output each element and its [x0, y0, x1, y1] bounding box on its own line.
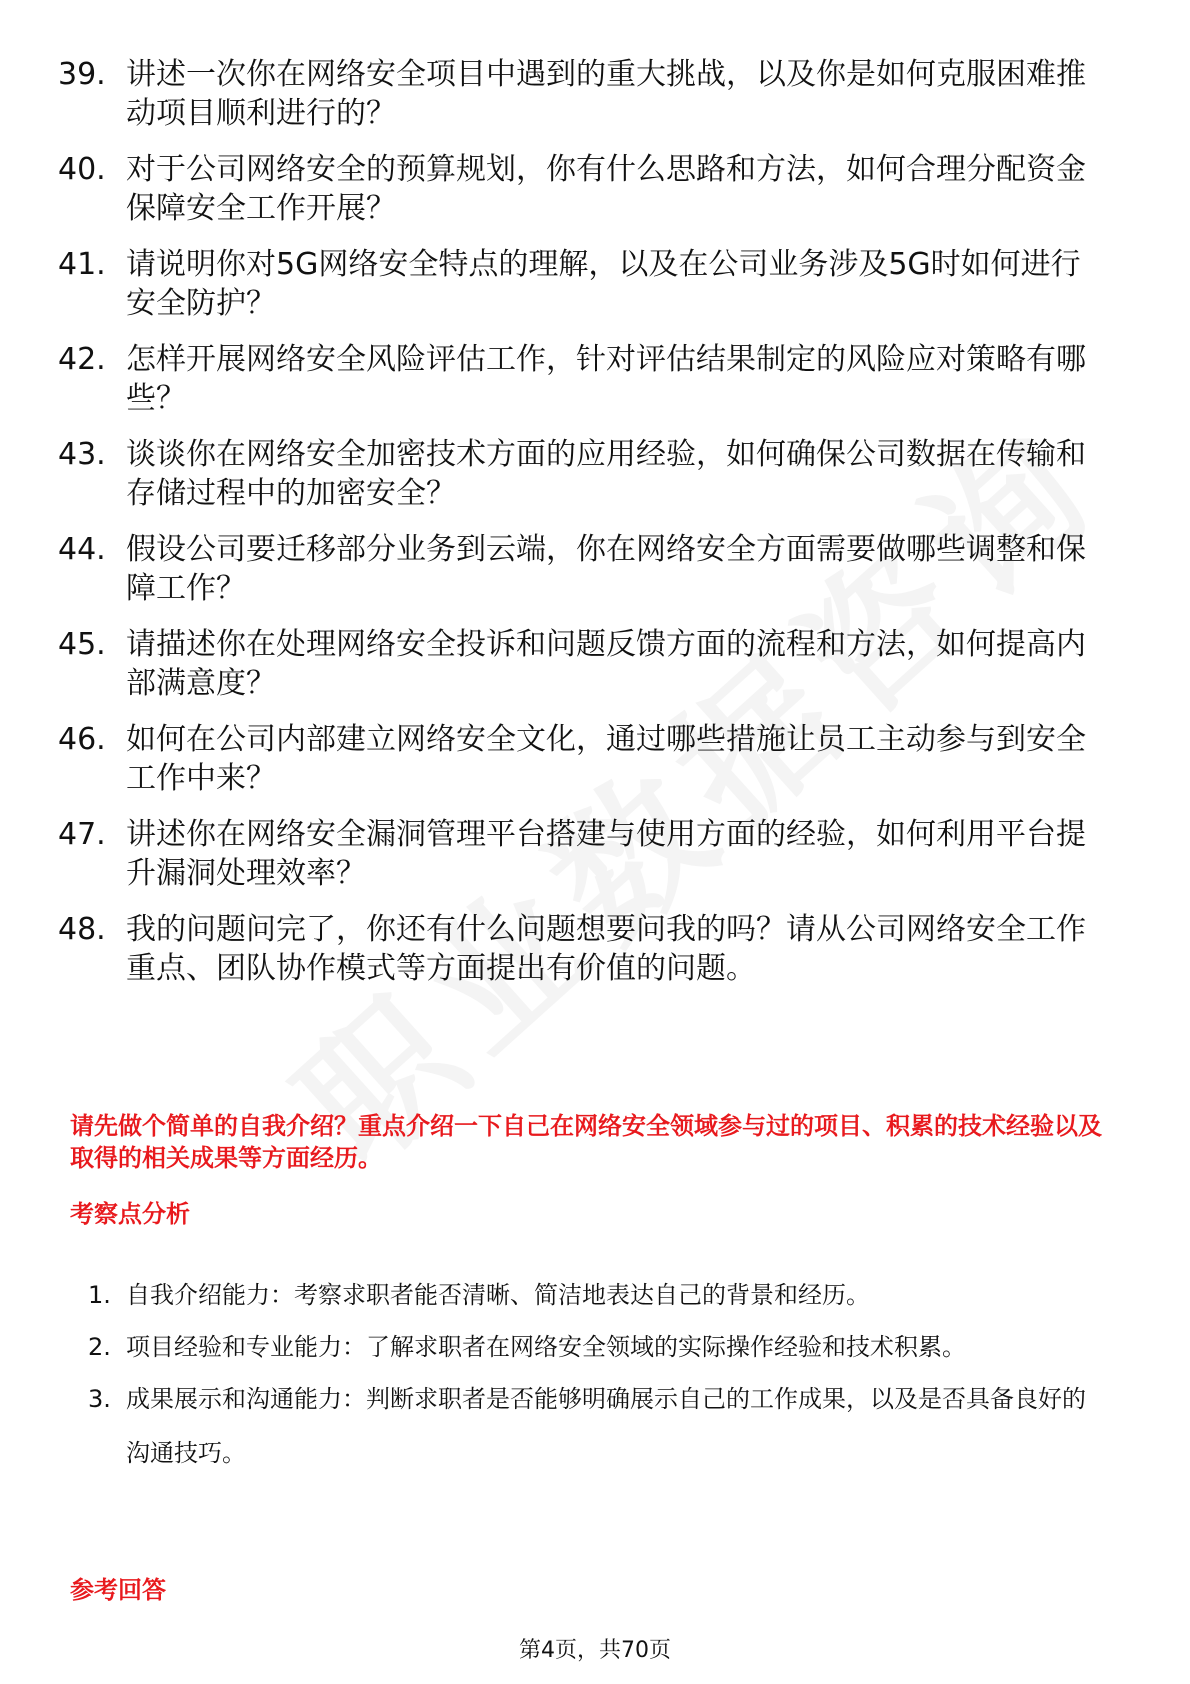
- question-list: [58, 55, 1118, 1005]
- analysis-text: 项目经验和专业能力：了解求职者在网络安全领域的实际操作经验和技术积累。: [126, 1333, 966, 1361]
- analysis-text: 自我介绍能力：考察求职者能否清晰、简洁地表达自己的背景和经历。: [126, 1281, 870, 1309]
- analysis-item: [88, 1380, 1128, 1480]
- question-number: 46.: [58, 722, 106, 757]
- analysis-list: [88, 1276, 1128, 1486]
- question-text: 讲述一次你在网络安全项目中遇到的重大挑战，以及你是如何克服困难推动项目顺利进行的？: [126, 57, 1086, 131]
- question-item: [58, 435, 1118, 513]
- question-text: 请描述你在处理网络安全投诉和问题反馈方面的流程和方法，如何提高内部满意度？: [126, 627, 1086, 701]
- question-text: 对于公司网络安全的预算规划，你有什么思路和方法，如何合理分配资金保障安全工作开展？: [126, 152, 1086, 226]
- question-text: 谈谈你在网络安全加密技术方面的应用经验，如何确保公司数据在传输和存储过程中的加密安全？: [126, 437, 1086, 511]
- question-item: [58, 340, 1118, 418]
- question-number: 44.: [58, 532, 106, 567]
- analysis-number: 2.: [88, 1333, 111, 1361]
- analysis-text: 成果展示和沟通能力：判断求职者是否能够明确展示自己的工作成果，以及是否具备良好的沟通技巧。: [126, 1385, 1086, 1467]
- question-item: [58, 910, 1118, 988]
- analysis-number: 1.: [88, 1281, 111, 1309]
- question-item: [58, 55, 1118, 133]
- highlight-question: 请先做个简单的自我介绍？重点介绍一下自己在网络安全领域参与过的项目、积累的技术经验以及取得的相关成果等方面经历。: [70, 1112, 1102, 1172]
- question-text: 如何在公司内部建立网络安全文化，通过哪些措施让员工主动参与到安全工作中来？: [126, 722, 1086, 796]
- question-text: 怎样开展网络安全风险评估工作，针对评估结果制定的风险应对策略有哪些？: [126, 342, 1086, 416]
- question-number: 40.: [58, 152, 106, 187]
- question-item: [58, 625, 1118, 703]
- page-footer: 第4页，共70页: [519, 1638, 671, 1663]
- question-item: [58, 530, 1118, 608]
- analysis-item: [88, 1328, 1128, 1374]
- question-number: 48.: [58, 912, 106, 947]
- question-number: 41.: [58, 247, 106, 282]
- question-text: 我的问题问完了，你还有什么问题想要问我的吗？请从公司网络安全工作重点、团队协作模式等方面提出有价值的问题。: [126, 912, 1086, 986]
- question-text: 假设公司要迁移部分业务到云端，你在网络安全方面需要做哪些调整和保障工作？: [126, 532, 1086, 606]
- question-number: 39.: [58, 57, 106, 92]
- question-text: 请说明你对5G网络安全特点的理解，以及在公司业务涉及5G时如何进行安全防护？: [126, 247, 1081, 321]
- question-item: [58, 245, 1118, 323]
- question-number: 42.: [58, 342, 106, 377]
- question-number: 45.: [58, 627, 106, 662]
- question-item: [58, 720, 1118, 798]
- question-number: 47.: [58, 817, 106, 852]
- question-number: 43.: [58, 437, 106, 472]
- analysis-item: [88, 1276, 1128, 1322]
- analysis-number: 3.: [88, 1385, 111, 1413]
- question-item: [58, 150, 1118, 228]
- analysis-heading: 考察点分析: [70, 1200, 190, 1228]
- question-item: [58, 815, 1118, 893]
- answer-heading: 参考回答: [70, 1576, 166, 1604]
- question-text: 讲述你在网络安全漏洞管理平台搭建与使用方面的经验，如何利用平台提升漏洞处理效率？: [126, 817, 1086, 891]
